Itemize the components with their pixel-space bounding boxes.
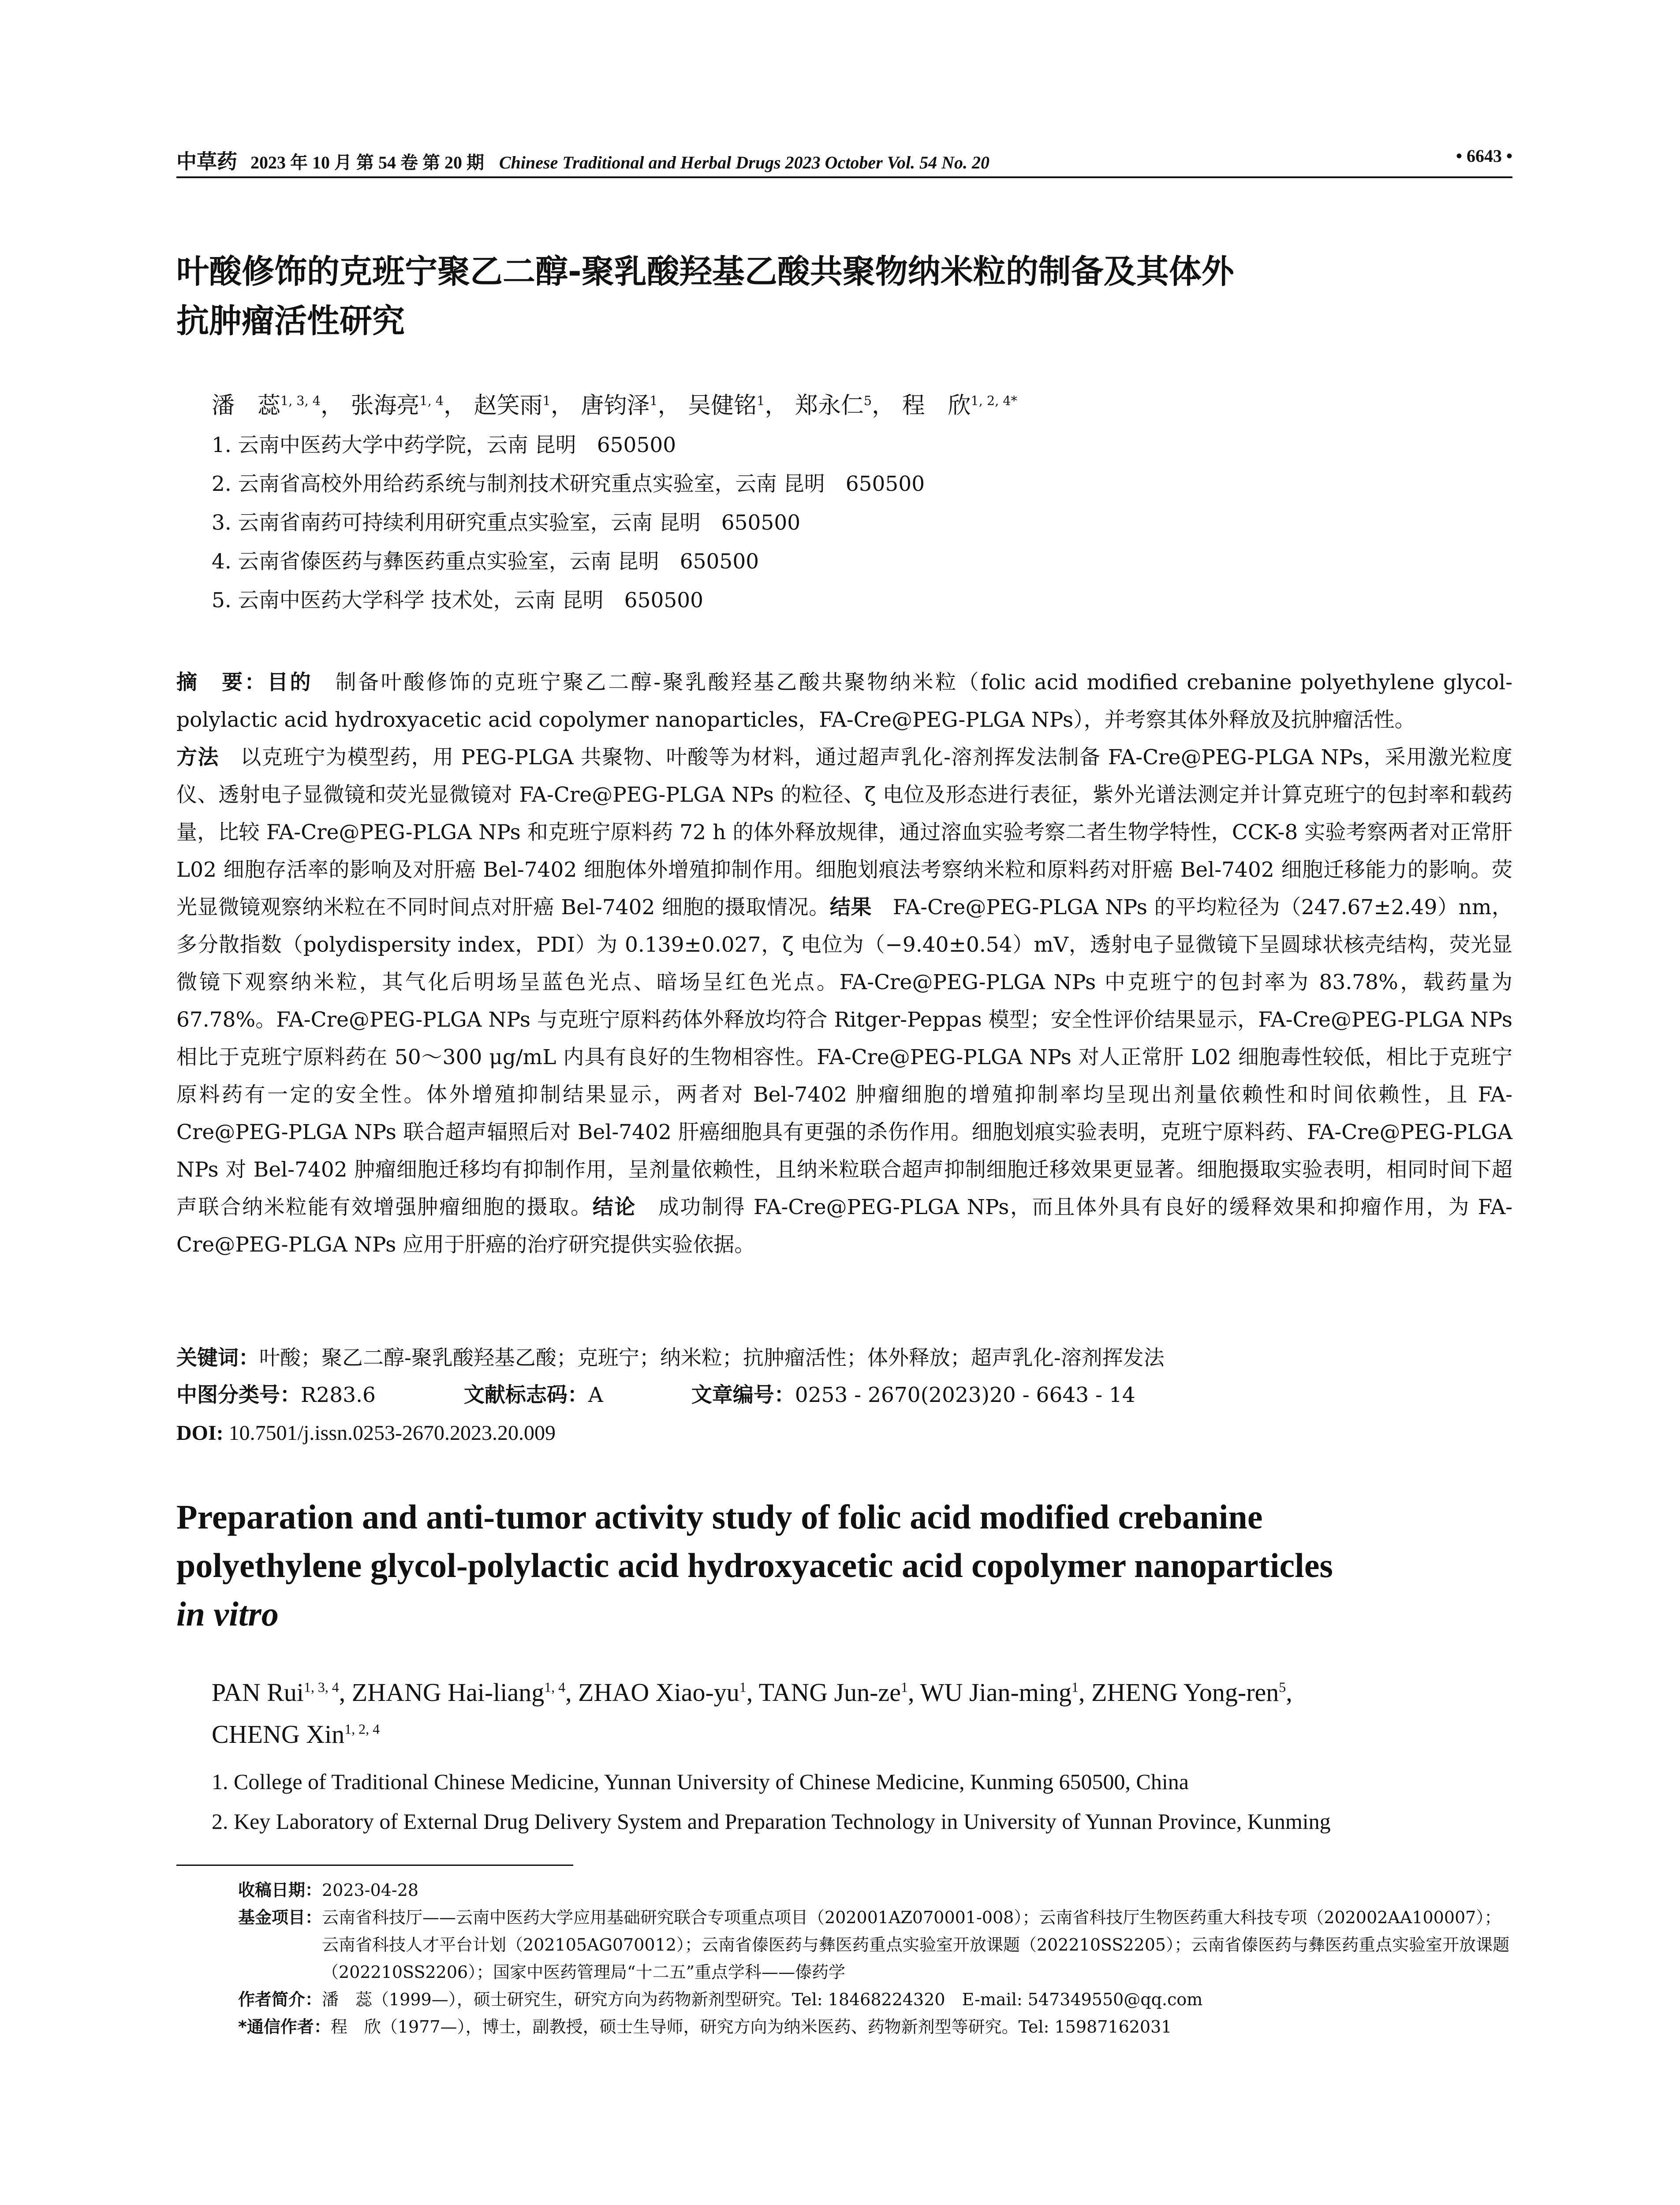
fund-text: 云南省科技厅——云南中医药大学应用基础研究联合专项重点项目（202001AZ070001-008）；云南省科技厅生物医药重大科技专项（202002AA100007）；云南省科技人才平台计划（202105AG070012）；云南省傣医药与彝医药重点实验室开放课题（202210SS2205）；云南省傣医药与彝医药重点实验室开放课题（202210SS2206）；国家中医药管理局“十二五”重点学科——傣药学 bbox=[322, 1908, 1510, 1982]
authors-en: PAN Rui$^{1, 3, 4}$, ZHANG Hai-liang$^{1, 4}$, ZHAO Xiao-$yu^1$, TANG Jun-$ze^1$, WU Jian-ming$^1$, ZHENG Yong-ren$^5$, CHENG Xin$^{1, 2, 4}$ bbox=[212, 1678, 1292, 1749]
corresponding-label: *通信作者： bbox=[238, 2017, 331, 2037]
header-rule bbox=[176, 176, 1512, 178]
author-cn: 程 欣$^{1, 2, 4*}$ bbox=[902, 392, 1017, 419]
title-cn bbox=[176, 247, 1512, 346]
doi-label: DOI: bbox=[176, 1421, 224, 1445]
author-bio-text: 潘 蕊（1999—），硕士研究生，研究方向为药物新剂型研究。Tel: 18468224320 E-mail: 547349550@qq.com bbox=[322, 1990, 1203, 2009]
doc-code-value: A bbox=[588, 1383, 603, 1407]
affiliation-cn-5: 5. 云南中医药大学科学 技术处，云南 昆明 650500 bbox=[212, 588, 704, 613]
corresponding-text: 程 欣（1977—），博士，副教授，硕士生导师，研究方向为纳米医药、药物新剂型等研究。Tel: 15987162031 bbox=[330, 2017, 1172, 2037]
author-cn: 张海亮$^{1, 4}$ bbox=[351, 392, 444, 419]
author-en: WU Jian-ming$^1$ bbox=[920, 1678, 1079, 1707]
author-cn: 潘 蕊$^{1, 3, 4}$ bbox=[212, 392, 321, 419]
journal-name-cn: 中草药 bbox=[176, 149, 237, 173]
classification-line bbox=[176, 1378, 1512, 1413]
affiliation-en-1: 1. College of Traditional Chinese Medicine, Yunnan University of Chinese Medicine, Kunming 650500, China bbox=[212, 1769, 1189, 1794]
footnote-rule bbox=[176, 1865, 573, 1866]
doi-line bbox=[176, 1416, 1512, 1451]
objective-label: 目的 bbox=[267, 670, 313, 695]
received-date: 2023-04-28 bbox=[322, 1880, 419, 1900]
footnote-author bbox=[238, 1986, 1512, 2013]
conclusion-text: 成功制得 FA-Cre@PEG-PLGA NPs，而且体外具有良好的缓释效果和抑瘤作用，为 FA-Cre@PEG-PLGA NPs 应用于肝癌的治疗研究提供实验依据。 bbox=[176, 1195, 1513, 1257]
affiliation-cn-4: 4. 云南省傣医药与彝医药重点实验室，云南 昆明 650500 bbox=[212, 549, 759, 574]
fund-label: 基金项目： bbox=[238, 1908, 322, 1927]
issue-info-cn: 2023 年 10 月 第 54 卷 第 20 期 bbox=[250, 153, 484, 172]
author-cn: 吴健铭$^1$ bbox=[688, 392, 765, 419]
footnote-fund bbox=[238, 1904, 1512, 1986]
conclusion-label: 结论 bbox=[592, 1195, 637, 1219]
footnote-corresponding bbox=[238, 2013, 1512, 2041]
page-number: • 6643 • bbox=[1456, 146, 1512, 166]
author-cn: 郑永仁$^5$ bbox=[795, 392, 872, 419]
title-en-line-2: polyethylene glycol-polylactic acid hydroxyacetic acid copolymer nanoparticles bbox=[176, 1546, 1333, 1585]
doi-value[interactable]: 10.7501/j.issn.0253-2670.2023.20.009 bbox=[228, 1421, 556, 1445]
author-en: PAN Rui$^{1, 3, 4}$ bbox=[212, 1678, 339, 1707]
results-label: 结果 bbox=[829, 895, 872, 919]
author-bio-label: 作者简介： bbox=[238, 1990, 322, 2009]
title-en-line-1: Preparation and anti-tumor activity study of folic acid modified crebanine bbox=[176, 1498, 1263, 1536]
author-en: ZHANG Hai-liang$^{1, 4}$ bbox=[351, 1678, 566, 1707]
running-header bbox=[176, 146, 1512, 176]
objective-text: 制备叶酸修饰的克班宁聚乙二醇-聚乳酸羟基乙酸共聚物纳米粒（folic acid modified crebanine polyethylene glycol-polylactic acid hydroxyacetic acid copolymer nanoparticles，FA-Cre@PEG-PLGA NPs），并考察其体外释放及抗肿瘤活性。 bbox=[176, 670, 1513, 732]
affiliation-en-2: 2. Key Laboratory of External Drug Delivery System and Preparation Technology in University of Yunnan Province, Kunming bbox=[212, 1809, 1331, 1834]
footnotes bbox=[238, 1876, 1512, 2041]
title-en-line-3: in vitro bbox=[176, 1595, 279, 1633]
clc-value: R283.6 bbox=[301, 1383, 376, 1407]
doc-code-label: 文献标志码： bbox=[463, 1383, 588, 1407]
author-cn: 唐钧泽$^1$ bbox=[581, 392, 658, 419]
title-cn-line-1: 叶酸修饰的克班宁聚乙二醇-聚乳酸羟基乙酸共聚物纳米粒的制备及其体外 bbox=[176, 253, 1234, 291]
title-en bbox=[176, 1493, 1512, 1638]
footnote-received bbox=[238, 1876, 1512, 1904]
keywords-label: 关键词： bbox=[176, 1346, 259, 1370]
author-en: TANG Jun-$ze^1$ bbox=[758, 1678, 908, 1707]
article-no-label: 文章编号： bbox=[691, 1383, 795, 1407]
author-cn: 赵笑雨$^1$ bbox=[474, 392, 551, 419]
keywords-text: 叶酸；聚乙二醇-聚乳酸羟基乙酸；克班宁；纳米粒；抗肿瘤活性；体外释放；超声乳化-溶剂挥发法 bbox=[259, 1346, 1165, 1370]
author-en: CHENG Xin$^{1, 2, 4}$ bbox=[212, 1720, 380, 1749]
abstract-label: 摘 要： bbox=[176, 670, 268, 695]
method-text: 以克班宁为模型药，用 PEG-PLGA 共聚物、叶酸等为材料，通过超声乳化-溶剂挥发法制备 FA-Cre@PEG-PLGA NPs，采用激光粒度仪、透射电子显微镜和荧光显微镜对 FA-Cre@PEG-PLGA NPs 的粒径、ζ 电位及形态进行表征，紫外光谱法测定并计算克班宁的包封率和载药量，比较 FA-Cre@PEG-PLGA NPs 和克班宁原料药 72 h 的体外释放规律，通过溶血实验考察二者生物学特性，CCK-8 实验考察两者对正常肝 L02 细胞存活率的影响及对肝癌 Bel-7402 细胞体外增殖抑制作用。细胞划痕法考察纳米粒和原料药对肝癌 Bel-7402 细胞迁移能力的影响。荧光显微镜观察纳米粒在不同时间点对肝癌 Bel-7402 细胞的摄取情况。 bbox=[176, 745, 1512, 919]
keywords bbox=[176, 1341, 1512, 1376]
journal-name-en: Chinese Traditional and Herbal Drugs 2023 October Vol. 54 No. 20 bbox=[499, 153, 989, 172]
title-cn-line-2: 抗肿瘤活性研究 bbox=[176, 302, 405, 340]
article-no-value: 0253 - 2670(2023)20 - 6643 - 14 bbox=[795, 1383, 1135, 1407]
results-text: FA-Cre@PEG-PLGA NPs 的平均粒径为（247.67±2.49）nm，多分散指数（polydispersity index，PDI）为 0.139±0.027，ζ 电位为（−9.40±0.54）mV，透射电子显微镜下呈圆球状核壳结构，荧光显微镜下观察纳米粒，其气化后明场呈蓝色光点、暗场呈红色光点。FA-Cre@PEG-PLGA NPs 中克班宁的包封率为 83.78%，载药量为 67.78%。FA-Cre@PEG-PLGA NPs 与克班宁原料药体外释放均符合 Ritger-Peppas 模型；安全性评价结果显示，FA-Cre@PEG-PLGA NPs 相比于克班宁原料药在 50～300 μg/mL 内具有良好的生物相容性。FA-Cre@PEG-PLGA NPs 对人正常肝 L02 细胞毒性较低，相比于克班宁原料药有一定的安全性。体外增殖抑制结果显示，两者对 Bel-7402 肿瘤细胞的增殖抑制率均呈现出剂量依赖性和时间依赖性，且 FA-Cre@PEG-PLGA NPs 联合超声辐照后对 Bel-7402 肝癌细胞具有更强的杀伤作用。细胞划痕实验表明，克班宁原料药、FA-Cre@PEG-PLGA NPs 对 Bel-7402 肿瘤细胞迁移均有抑制作用，呈剂量依赖性，且纳米粒联合超声抑制细胞迁移效果更显著。细胞摄取实验表明，相同时间下超声联合纳米粒能有效增强肿瘤细胞的摄取。 bbox=[176, 895, 1513, 1219]
affiliation-cn-2: 2. 云南省高校外用给药系统与制剂技术研究重点实验室，云南 昆明 650500 bbox=[212, 472, 925, 496]
authors-cn: 潘 蕊$^{1, 3, 4}$， 张海亮$^{1, 4}$， 赵笑雨$^1$， 唐钧泽$^1$， 吴健铭$^1$， 郑永仁$^5$， 程 欣$^{1, 2, 4*}$ bbox=[212, 392, 1017, 419]
received-label: 收稿日期： bbox=[238, 1880, 322, 1900]
method-label: 方法 bbox=[176, 745, 219, 770]
clc-label: 中图分类号： bbox=[176, 1383, 301, 1407]
abstract-cn bbox=[176, 664, 1512, 1263]
author-en: ZHAO Xiao-$yu^1$ bbox=[578, 1678, 747, 1707]
author-en: ZHENG Yong-ren$^5$ bbox=[1091, 1678, 1286, 1707]
affiliation-cn-3: 3. 云南省南药可持续利用研究重点实验室，云南 昆明 650500 bbox=[212, 511, 801, 535]
affiliation-cn-1: 1. 云南中医药大学中药学院，云南 昆明 650500 bbox=[212, 433, 676, 457]
